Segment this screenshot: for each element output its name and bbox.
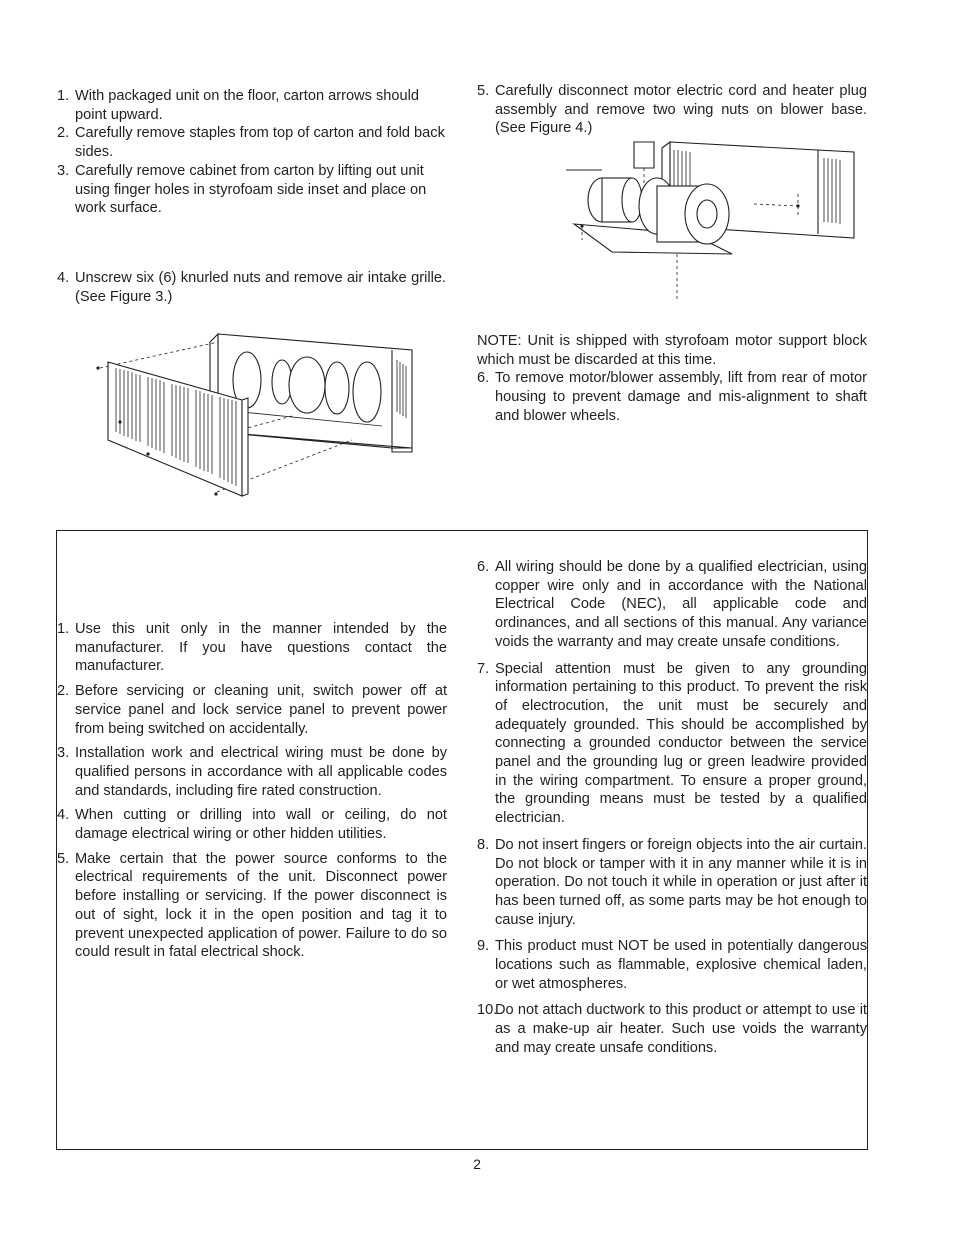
list-item: [57, 744, 447, 800]
step-number: 6.: [477, 370, 490, 387]
list-item: [57, 850, 447, 962]
list-item: [57, 682, 447, 738]
figure-3-grille-removal-illustration: [92, 320, 422, 502]
item-number: 7.: [477, 660, 490, 677]
item-text: Use this unit only in the manner intended by the manufacturer. If you have questions contact the manufacturer.: [75, 621, 447, 675]
item-text: Installation work and electrical wiring must be done by qualified persons in accordance with all applicable codes and standards, including fire rated construction.: [75, 745, 447, 799]
item-text: Special attention must be given to any grounding information pertaining to this product. To prevent the risk of electrocution, the unit must be securely and adequately grounded. This should be accomplished by connecting a grounded conductor between the service panel and the grounding lug or green leadwire provided in the wiring compartment. To ensure a proper ground, the grounding means must be tested by a qualified electrician.: [495, 660, 867, 827]
step-text: With packaged unit on the floor, carton arrows should point upward.: [75, 88, 419, 123]
list-item: [477, 937, 867, 993]
item-text: When cutting or drilling into wall or ceiling, do not damage electrical wiring or other hidden utilities.: [75, 807, 447, 843]
list-item: [477, 660, 867, 828]
step-4: [57, 269, 446, 306]
list-item: [477, 836, 867, 930]
step-number: 3.: [57, 162, 70, 179]
item-text: This product must NOT be used in potentially dangerous locations such as flammable, explosive chemical laden, or wet atmospheres.: [495, 938, 867, 992]
item-text: All wiring should be done by a qualified electrician, using copper wire only and in accordance with the National Electrical Code (NEC), all applicable code and ordinances, and all sections of this manual. Any variance voids the warranty and may create unsafe conditions.: [495, 559, 867, 650]
item-number: 9.: [477, 938, 490, 955]
list-item: [57, 269, 446, 306]
motor-note-and-step-6: [477, 332, 867, 426]
item-number: 6.: [477, 559, 490, 575]
list-item: [57, 124, 446, 161]
item-text: Before servicing or cleaning unit, switch power off at service panel and lock service panel to prevent power from being switched on accidentally.: [75, 683, 447, 737]
step-text: Carefully remove staples from top of carton and fold back sides.: [75, 125, 445, 161]
item-number: 5.: [57, 850, 70, 867]
step-number: 4.: [57, 270, 70, 286]
step-number: 5.: [477, 83, 490, 99]
step-text: Carefully remove cabinet from carton by lifting out unit using finger holes in styrofoam side inset and place on work surface.: [75, 162, 427, 217]
item-number: 1.: [57, 621, 70, 637]
item-number: 4.: [57, 807, 70, 824]
step-text: Carefully disconnect motor electric cord and heater plug assembly and remove two wing nuts on blower base. (See Figure 4.): [495, 83, 867, 137]
item-number: 10.: [477, 1002, 498, 1019]
list-item: [477, 82, 867, 138]
item-text: Do not insert fingers or foreign objects into the air curtain. Do not block or tamper with it in any manner while it is in operation. Do not touch it while in operation or just after it has been turned off, as some parts may be hot enough to cause injury.: [495, 836, 867, 928]
list-item: [57, 87, 446, 124]
step-text: To remove motor/blower assembly, lift from rear of motor housing to prevent damage and mis-alignment to shaft and blower wheels.: [495, 370, 867, 424]
step-number: 1.: [57, 88, 70, 104]
item-number: 3.: [57, 745, 70, 762]
list-item: [477, 1001, 867, 1057]
unpacking-steps: [57, 87, 446, 218]
list-item: [57, 620, 447, 676]
figure-4-motor-blower-illustration: [562, 134, 862, 306]
item-text: Make certain that the power source conforms to the electrical requirements of the unit. Disconnect power before installing or servicing. If the power disconnect is out of sight, lock it in the open position and tag it to prevent unexpected application of power. Failure to do so could result in fatal electrical shock.: [75, 850, 447, 961]
step-5: [477, 82, 867, 138]
list-item: [477, 369, 867, 425]
note-text: NOTE: Unit is shipped with styrofoam motor support block which must be discarded at this time.: [477, 333, 867, 368]
list-item: [57, 806, 447, 843]
page-number: 2: [473, 1156, 481, 1172]
item-text: Do not attach ductwork to this product or attempt to use it as a make-up air heater. Such use voids the warranty and may create unsafe conditions.: [495, 1002, 867, 1056]
safety-left-column: [57, 620, 447, 962]
step-text: Unscrew six (6) knurled nuts and remove air intake grille. (See Figure 3.): [75, 270, 446, 305]
safety-right-column: [477, 558, 867, 1058]
list-item: [57, 162, 446, 218]
list-item: [477, 558, 867, 652]
item-number: 2.: [57, 683, 70, 700]
step-number: 2.: [57, 125, 70, 142]
item-number: 8.: [477, 836, 490, 853]
